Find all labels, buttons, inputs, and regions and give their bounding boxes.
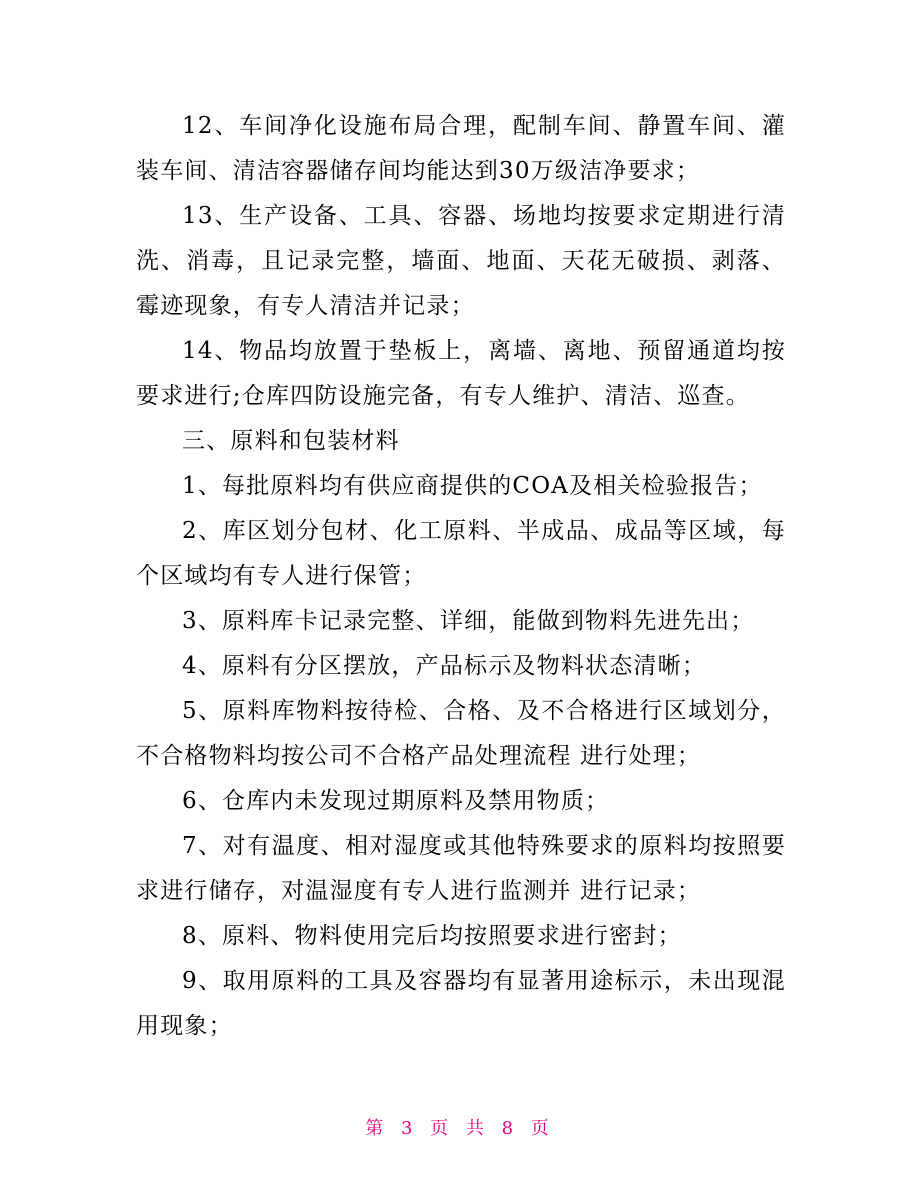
- paragraph-8: 8、原料、物料使用完后均按照要求进行密封；: [182, 923, 682, 949]
- paragraph-4: 4、原料有分区摆放，产品标示及物料状态清晰；: [182, 653, 707, 679]
- paragraph-6: 6、仓库内未发现过期原料及禁用物质；: [182, 788, 610, 814]
- paragraph-9: 9、取用原料的工具及容器均有显著用途标示，未出现混用现象；: [136, 968, 786, 1039]
- paragraph-1: 1、每批原料均有供应商提供的COA及相关检验报告；: [182, 473, 763, 499]
- paragraph-3: 3、原料库卡记录完整、详细，能做到物料先进先出；: [182, 608, 755, 634]
- paragraph-13: 13、生产设备、工具、容器、场地均按要求定期进行清洗、消毒，且记录完整，墙面、地面、天花无破损、剥落、霉迹现象，有专人清洁并记录；: [136, 203, 786, 319]
- paragraph-2: 2、库区划分包材、化工原料、半成品、成品等区域，每个区域均有专人进行保管；: [136, 518, 786, 589]
- page-footer: [0, 1114, 920, 1140]
- page-number-label: 第 3 页 共 8 页: [365, 1118, 555, 1139]
- paragraph-14: 14、物品均放置于垫板上，离墙、离地、预留通道均按要求进行;仓库四防设施完备，有专人维护、清洁、巡查。: [136, 338, 786, 409]
- paragraph-7: 7、对有温度、相对湿度或其他特殊要求的原料均按照要求进行储存，对温湿度有专人进行监测并 进行记录；: [136, 833, 786, 904]
- paragraph-12: 12、车间净化设施布局合理，配制车间、静置车间、灌装车间、清洁容器储存间均能达到30万级洁净要求；: [136, 113, 786, 184]
- document-body: [136, 104, 786, 1049]
- section-heading-3: 三、原料和包装材料: [182, 428, 400, 454]
- paragraph-5: 5、原料库物料按待检、合格、及不合格进行区域划分，不合格物料均按公司不合格产品处理流程 进行处理；: [136, 698, 786, 769]
